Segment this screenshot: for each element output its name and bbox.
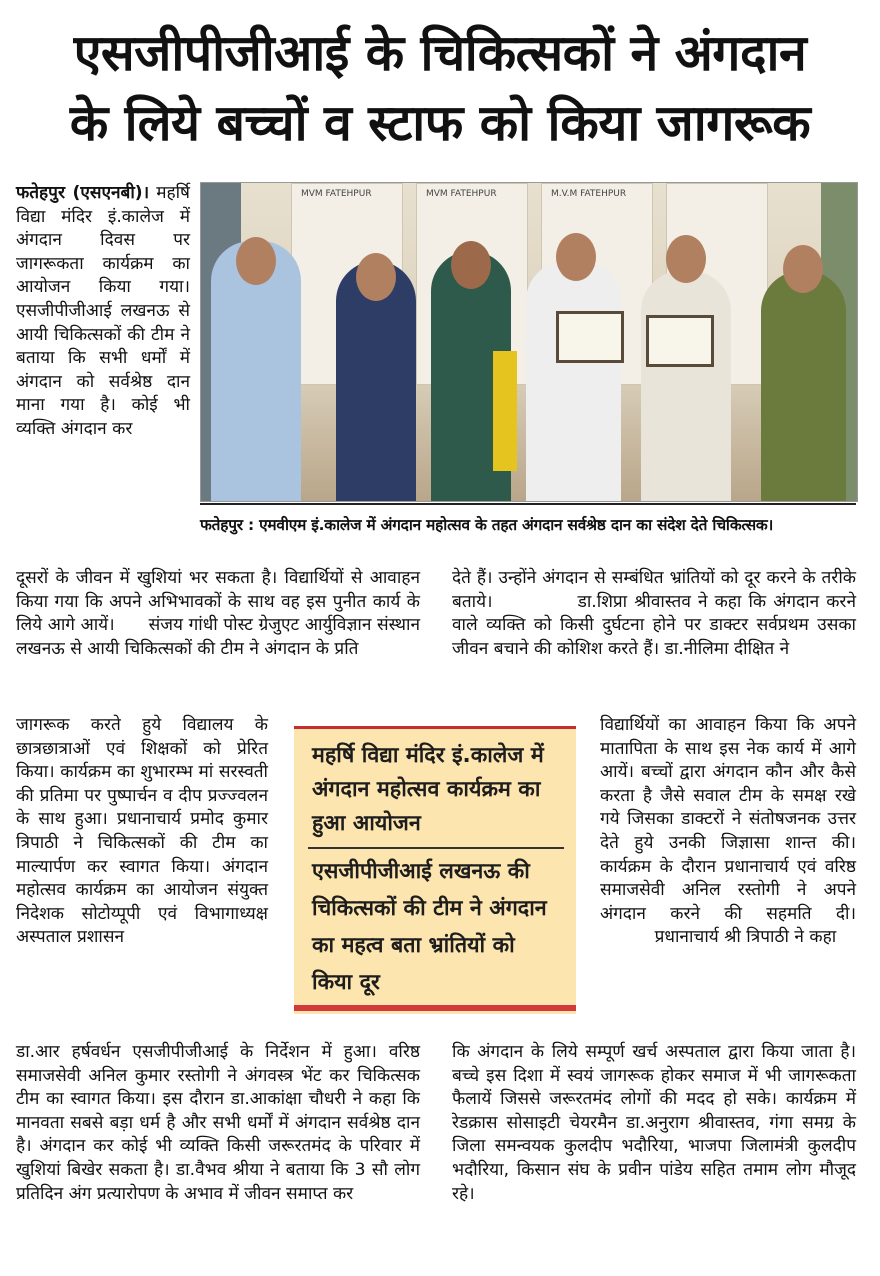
headline-line-1: एसजीपीजीआई के चिकित्सकों ने अंगदान	[73, 24, 807, 82]
callout-heading-1: महर्षि विद्या मंदिर इं.कालेज में अंगदान महोत्सव कार्यक्रम का हुआ आयोजन	[312, 743, 544, 836]
intro-column	[16, 182, 190, 442]
intro-text: महर्षि विद्या मंदिर इं.कालेज में अंगदान दिवस पर जागरूकता कार्यक्रम का आयोजन किया गया। एसजीपीजीआई लखनऊ से आयी चिकित्सकों की टीम ने बताया कि सभी धर्मों में अंगदान को सर्वश्रेष्ठ दान माना गया है। कोई भी व्यक्ति अंगदान कर	[16, 183, 190, 439]
board-label-2: MVM FATEHPUR	[426, 189, 497, 199]
person-5	[641, 271, 731, 501]
body-right-bottom: कि अंगदान के लिये सम्पूर्ण खर्च अस्पताल द्वारा किया जाता है। बच्चे इस दिशा में स्वयं जागरूक होकर समाज में भी जागरूकता फैलायें जिससे जरूरतमंद लोगों की मदद हो सके। कार्यक्रम में रेडक्रास सोसाइटी चेयरमैन डा.अनुराग श्रीवास्तव, गंगा समग्र के जिला समन्वयक कुलदीप भदौरिया, भाजपा जिलामंत्री कुलदीप भदौरिया, किसान संघ के प्रवीन पांडेय सहित तमाम लोग मौजूद रहे।	[452, 1042, 856, 1204]
board-label-3: M.V.M FATEHPUR	[551, 189, 627, 199]
person-4	[526, 261, 621, 501]
body-left-narrow: जागरूक करते हुये विद्यालय के छात्रछात्राओं एवं शिक्षकों को प्रेरित किया। कार्यक्रम का शुभारम्भ मां सरस्वती की प्रतिमा पर पुष्पार्चन व दीप प्रज्ज्वलन के साथ हुआ। प्रधानाचार्य प्रमोद कुमार त्रिपाठी ने चिकित्सकों की टीम का माल्यार्पण कर स्वागत किया। अंगदान महोत्सव कार्यक्रम का आयोजन संयुक्त निदेशक सोटोय्पूपी एवं विभागाध्यक्ष अस्पताल प्रशासन	[16, 715, 268, 948]
headline-line-2: के लिये बच्चों व स्टाफ को किया जागरूक	[69, 94, 811, 152]
callout-bottom-rule	[294, 1005, 576, 1011]
body-wide-1: दूसरों के जीवन में खुशियां भर सकता है। विद्यार्थियों से आवाहन किया गया कि अपने अभिभावकों के साथ वह इस पुनीत कार्य के लिये आगे आयें। संजय गांधी पोस्ट ग्रेजुएट आर्युविज्ञान संस्थान लखनऊ से आयी चिकित्सकों की टीम ने अंगदान के प्रति	[16, 568, 420, 659]
body-right-narrow: विद्यार्थियों का आवाहन किया कि अपने मातापिता के साथ इस नेक कार्य में आगे आयें। बच्चों द्वारा अंगदान कौन और कैसे करता है जैसे सवाल टीम के समक्ष रखे गये जिसका डाक्टरों ने संतोषजनक उत्तर देते हुये उनकी जिज्ञासा शान्त की। कार्यक्रम के दौरान प्रधानाचार्य एवं वरिष्ठ समाजसेवी अनिल रस्तोगी ने अपने अंगदान करने की सहमति दी। प्रधानाचार्य श्री त्रिपाठी ने कहा	[600, 715, 856, 948]
dateline: फतेहपुर (एसएनबी)।	[16, 183, 150, 203]
body-right-top: देते हैं। उन्होंने अंगदान से सम्बंधित भ्रांतियों को दूर करने के तरीके बताये। डा.शिप्रा श्रीवास्तव ने कहा कि अंगदान करने वाले व्यक्ति को किसी दुर्घटना होने पर डाक्टर सर्वप्रथम उसका जीवन बचाने की कोशिश करते हैं। डा.नीलिमा दीक्षित ने	[452, 568, 856, 659]
callout-box	[294, 726, 576, 1014]
certificate-1	[556, 311, 624, 363]
certificate-2	[646, 315, 714, 367]
callout-separator	[308, 847, 564, 849]
callout-heading-2: एसजीपीजीआई लखनऊ की चिकित्सकों की टीम ने अंगदान का महत्व बता भ्रांतियों को किया दूर	[312, 859, 547, 995]
person-6	[761, 271, 846, 501]
photo-caption: फतेहपुर : एमवीएम इं.कालेज में अंगदान महोत्सव के तहत अंगदान सर्वश्रेष्ठ दान का संदेश देते चिकित्सक।	[200, 516, 774, 534]
board-label-1: MVM FATEHPUR	[301, 189, 372, 199]
body-left-bottom: डा.आर हर्षवर्धन एसजीपीजीआई के निर्देशन में हुआ। वरिष्ठ समाजसेवी अनिल कुमार रस्तोगी ने अंगवस्त्र भेंट कर चिकित्सक टीम का स्वागत किया। इस दौरान डा.आकांक्षा चौधरी ने कहा कि मानवता सबसे बड़ा धर्म है और सभी धर्मों में अंगदान सर्वश्रेष्ठ दान है। अंगदान कर कोई भी व्यक्ति किसी जरूरतमंद के परिवार में खुशियां बिखेर सकता है। डा.वैभव श्रीया ने बताया कि 3 सौ लोग प्रतिदिन अंग प्रत्यारोपण के अभाव में जीवन समाप्त कर	[16, 1042, 420, 1204]
news-photo	[200, 182, 858, 502]
headline	[0, 0, 880, 158]
caption-rule	[200, 503, 856, 505]
